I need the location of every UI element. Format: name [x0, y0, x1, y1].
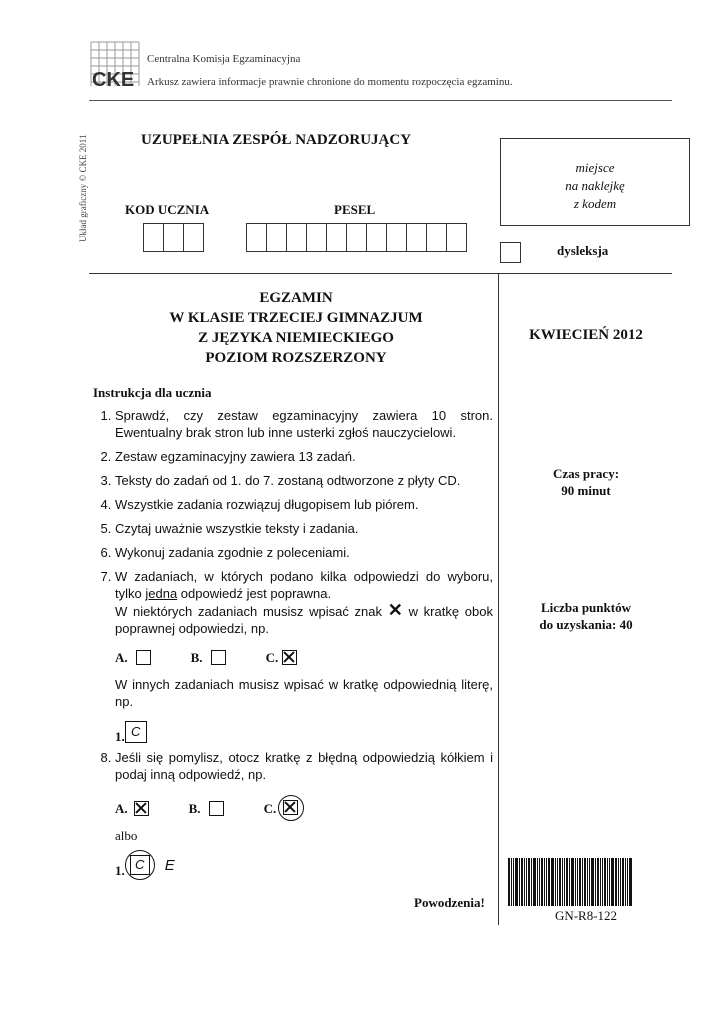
barcode-bar	[513, 858, 514, 906]
circled-letter-box: C	[125, 850, 155, 880]
supervisor-title: UZUPEŁNIA ZESPÓŁ NADZORUJĄCY	[141, 132, 412, 148]
barcode-bar	[587, 858, 588, 906]
pesel-box[interactable]	[446, 223, 467, 252]
albo-text: albo	[115, 828, 138, 843]
barcode-bar	[582, 858, 583, 906]
instruction-item: 5. Czytaj uważnie wszystkie teksty i zadania.	[115, 520, 493, 537]
empty-checkbox-icon	[136, 650, 151, 665]
cke-logo-text: CKE	[92, 69, 135, 90]
barcode-bar	[564, 858, 565, 906]
barcode-bar	[571, 858, 574, 906]
pesel-box[interactable]	[386, 223, 407, 252]
barcode-bar	[595, 858, 596, 906]
column-divider	[498, 273, 499, 925]
dyslexia-checkbox[interactable]	[500, 242, 521, 263]
barcode-bar	[528, 858, 530, 906]
letter-box: C	[125, 721, 147, 743]
barcode-bar	[604, 858, 606, 906]
pesel-box[interactable]	[326, 223, 347, 252]
barcode-bar	[557, 858, 558, 906]
barcode	[508, 858, 636, 906]
barcode-bar	[600, 858, 601, 906]
example-letter-answer: 1. C	[115, 718, 493, 745]
barcode-bar	[515, 858, 518, 906]
pesel-box[interactable]	[246, 223, 267, 252]
copyright-note: Układ graficzny © CKE 2011	[78, 134, 88, 242]
cke-logo	[89, 40, 141, 90]
time-value: 90 minut	[561, 483, 611, 498]
barcode-bar	[577, 858, 578, 906]
barcode-bar	[629, 858, 632, 906]
sticker-line2: na naklejkę	[565, 178, 625, 193]
barcode-bar	[508, 858, 510, 906]
barcode-bar	[584, 858, 586, 906]
empty-checkbox-icon	[211, 650, 226, 665]
pesel-box[interactable]	[406, 223, 427, 252]
student-code-boxes[interactable]	[143, 223, 203, 252]
pesel-label: PESEL	[334, 202, 376, 217]
circled-checkbox-icon	[278, 795, 304, 821]
pesel-box[interactable]	[426, 223, 447, 252]
exam-title	[96, 288, 496, 368]
barcode-bar	[627, 858, 628, 906]
barcode-bar	[524, 858, 525, 906]
barcode-bar	[559, 858, 561, 906]
pesel-box[interactable]	[286, 223, 307, 252]
barcode-bar	[539, 858, 540, 906]
points-info	[500, 599, 672, 633]
exam-title-line3: Z JĘZYKA NIEMIECKIEGO	[198, 330, 394, 346]
barcode-bar	[589, 858, 590, 906]
barcode-bar	[575, 858, 576, 906]
barcode-bar	[533, 858, 536, 906]
instruction-item-8: 8. Jeśli się pomylisz, otocz kratkę z błędną odpowiedzią kółkiem i podaj inną odpowiedź, np. A. B. C. albo 1. C E	[115, 749, 493, 880]
barcode-bar	[562, 858, 563, 906]
code-box[interactable]	[163, 223, 184, 252]
instruction-item-7: 7. W zadaniach, w których podano kilka odpowiedzi do wyboru, tylko jedna odpowiedź jest poprawna. W niektórych zadaniach musisz wpisać znak ✕ w kratkę obok poprawnej odpowiedzi, np. A. B. C. W innych zadaniach musisz wpisać w kratkę odpowiednią literę, np. 1. C	[115, 568, 493, 745]
barcode-bar	[566, 858, 568, 906]
pesel-boxes[interactable]	[246, 223, 466, 252]
example-correction: A. B. C.	[115, 795, 493, 821]
barcode-bar	[597, 858, 599, 906]
exam-date: KWIECIEŃ 2012	[529, 327, 643, 343]
checked-box-icon	[282, 650, 297, 665]
pesel-box[interactable]	[266, 223, 287, 252]
code-box[interactable]	[183, 223, 204, 252]
x-mark-icon: ✕	[387, 600, 403, 620]
instruction-item: 1. Sprawdź, czy zestaw egzaminacyjny zawiera 10 stron. Ewentualny brak stron lub inne usterki zgłoś nauczycielowi.	[115, 407, 493, 441]
barcode-bar	[611, 858, 614, 906]
dyslexia-label: dysleksja	[557, 243, 609, 258]
barcode-bar	[537, 858, 538, 906]
student-code-label: KOD UCZNIA	[125, 202, 210, 217]
section-divider	[89, 273, 672, 274]
instruction-item: 6. Wykonuj zadania zgodnie z poleceniami.	[115, 544, 493, 561]
barcode-bar	[548, 858, 550, 906]
barcode-bar	[609, 858, 610, 906]
corrected-letter: E	[164, 856, 175, 874]
points-value: do uzyskania: 40	[539, 617, 633, 632]
checked-box-icon	[134, 801, 149, 816]
barcode-bar	[622, 858, 624, 906]
barcode-bar	[521, 858, 523, 906]
barcode-bar	[544, 858, 545, 906]
instructions-title: Instrukcja dla ucznia	[93, 385, 212, 400]
instruction-item: 2. Zestaw egzaminacyjny zawiera 13 zadań.	[115, 448, 493, 465]
barcode-bar	[511, 858, 512, 906]
time-label: Czas pracy:	[552, 466, 620, 481]
points-label: Liczba punktów	[541, 600, 631, 615]
institution-name: Centralna Komisja Egzaminacyjna	[147, 53, 301, 65]
exam-title-line1: EGZAMIN	[259, 290, 333, 306]
pesel-box[interactable]	[366, 223, 387, 252]
confidential-notice: Arkusz zawiera informacje prawnie chronione do momentu rozpoczęcia egzaminu.	[147, 76, 513, 88]
barcode-bar	[526, 858, 527, 906]
barcode-bar	[546, 858, 547, 906]
barcode-bar	[591, 858, 594, 906]
sticker-placeholder	[500, 138, 690, 226]
barcode-bar	[615, 858, 617, 906]
sticker-line3: z kodem	[573, 196, 617, 211]
barcode-bar	[607, 858, 608, 906]
barcode-bar	[625, 858, 626, 906]
instruction-item: 4. Wszystkie zadania rozwiązuj długopisem lub piórem.	[115, 496, 493, 513]
barcode-bar	[620, 858, 621, 906]
sticker-line1: miejsce	[575, 160, 615, 175]
barcode-bar	[551, 858, 554, 906]
exam-title-line2: W KLASIE TRZECIEJ GIMNAZJUM	[169, 310, 423, 326]
barcode-bar	[555, 858, 556, 906]
instructions	[93, 384, 493, 887]
pesel-box[interactable]	[346, 223, 367, 252]
instruction-item: 3. Teksty do zadań od 1. do 7. zostaną odtworzone z płyty CD.	[115, 472, 493, 489]
barcode-bar	[569, 858, 570, 906]
barcode-bar	[541, 858, 543, 906]
barcode-bar	[519, 858, 520, 906]
exam-code: GN-R8-122	[554, 908, 618, 923]
barcode-bar	[618, 858, 619, 906]
good-luck: Powodzenia!	[414, 895, 485, 910]
example-multiple-choice: A. B. C.	[115, 649, 493, 666]
underlined-word: jedna	[145, 586, 178, 601]
time-info	[500, 465, 672, 499]
header-divider	[89, 100, 672, 101]
code-box[interactable]	[143, 223, 164, 252]
empty-checkbox-icon	[209, 801, 224, 816]
barcode-bar	[531, 858, 532, 906]
pesel-box[interactable]	[306, 223, 327, 252]
barcode-bar	[579, 858, 581, 906]
example-letter-correction: 1. C E	[115, 850, 493, 880]
barcode-bar	[602, 858, 603, 906]
exam-title-line4: POZIOM ROZSZERZONY	[205, 350, 387, 366]
